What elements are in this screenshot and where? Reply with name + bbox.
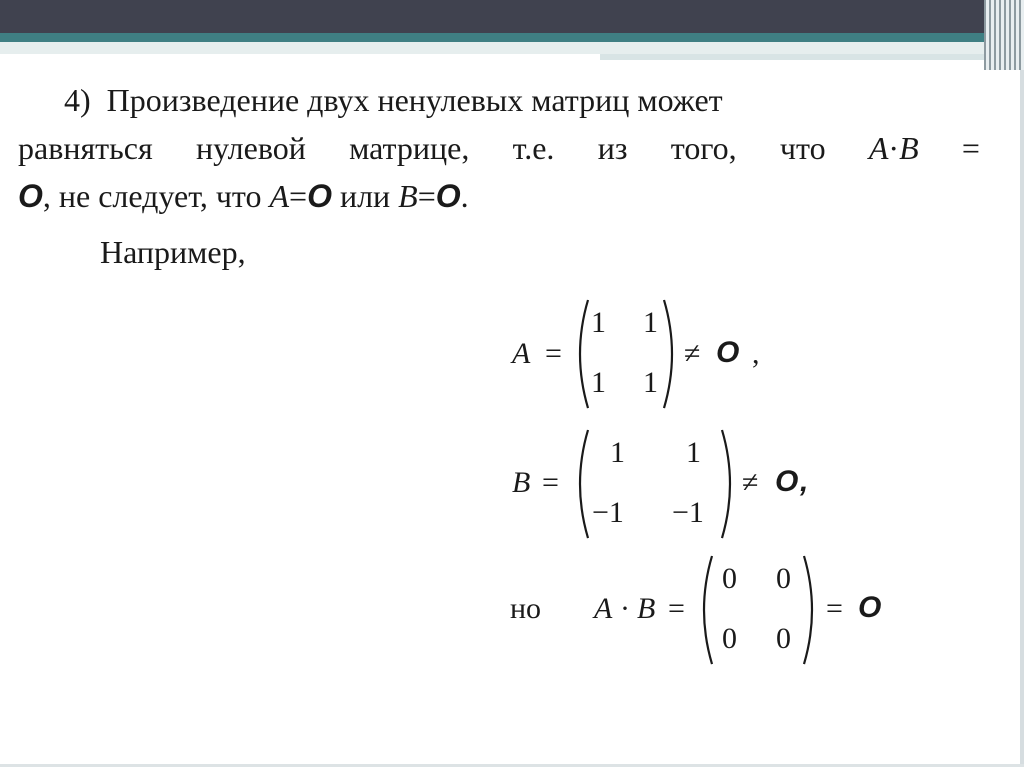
var-a: A [269,178,290,214]
not-equal-sign: ≠ [684,337,701,370]
word: нулевой [195,130,306,166]
slide-header-band [0,0,1024,70]
but-word: но [510,592,542,625]
word: что [779,130,826,166]
zero-matrix-symbol: O [435,178,461,214]
equals-sign: = [289,178,308,214]
matrix-product-cell: 0 [776,622,791,655]
not-equal-sign: ≠ [742,466,759,499]
equals-sign: = [542,466,559,499]
word: того, [670,130,737,166]
word: т.е. [512,130,555,166]
dot-operator: · [888,130,900,166]
var-a: A [512,337,531,370]
equals-sign: = [826,592,843,625]
example-label: Например, [100,234,246,270]
left-paren [570,298,590,410]
word: матрице, [349,130,470,166]
equals-sign: = [668,592,685,625]
statement-line-1 [64,76,723,124]
equals-sign: = [545,337,562,370]
var-a: A [868,130,889,166]
matrix-product-cell: 0 [776,562,791,595]
zero-matrix-symbol: O [307,178,332,214]
statement-text-3: , не следует, что [42,178,270,214]
statement-line-3 [18,172,469,220]
word: равняться [18,130,153,166]
equals-sign: = [961,130,980,166]
right-paren [662,298,682,410]
header-light-bar-2 [600,54,1024,60]
right-paren [720,428,740,540]
equals-sign: = [417,178,436,214]
matrix-product-cell: 0 [722,562,737,595]
var-b: B [899,130,919,166]
comma: , [800,465,809,498]
slide-frame-right [1020,70,1024,767]
comma: , [752,337,760,370]
matrix-a-cell: 1 [643,306,658,339]
right-paren [802,554,822,666]
var-b: B [512,466,531,499]
left-paren [694,554,714,666]
matrix-a-cell: 1 [591,306,606,339]
statement-line-2 [18,124,980,172]
period: . [460,178,469,214]
matrix-b-cell: 1 [686,436,701,469]
matrix-b-cell: −1 [672,496,704,529]
zero-matrix-symbol: O [858,591,882,624]
zero-matrix-symbol: O [775,465,799,498]
statement-text-1: Произведение двух ненулевых матриц может [106,82,723,118]
matrix-b-cell: −1 [592,496,624,529]
dot-operator: · [620,592,630,625]
zero-matrix-symbol: O [18,178,43,214]
header-stripes [984,0,1024,70]
matrix-product-cell: 0 [722,622,737,655]
matrix-b-cell: 1 [610,436,625,469]
var-a: A [594,592,613,625]
product-expression [869,124,919,172]
item-number: 4) [64,82,91,118]
var-b: B [637,592,656,625]
header-dark-bar [0,0,1024,33]
word: из [597,130,628,166]
header-teal-bar [0,33,1024,42]
left-paren [570,428,590,540]
zero-matrix-symbol: O [716,336,740,369]
header-light-bar [0,42,1024,54]
matrix-a-cell: 1 [591,366,606,399]
or-text: или [331,178,399,214]
var-b: B [398,178,418,214]
matrix-a-cell: 1 [643,366,658,399]
